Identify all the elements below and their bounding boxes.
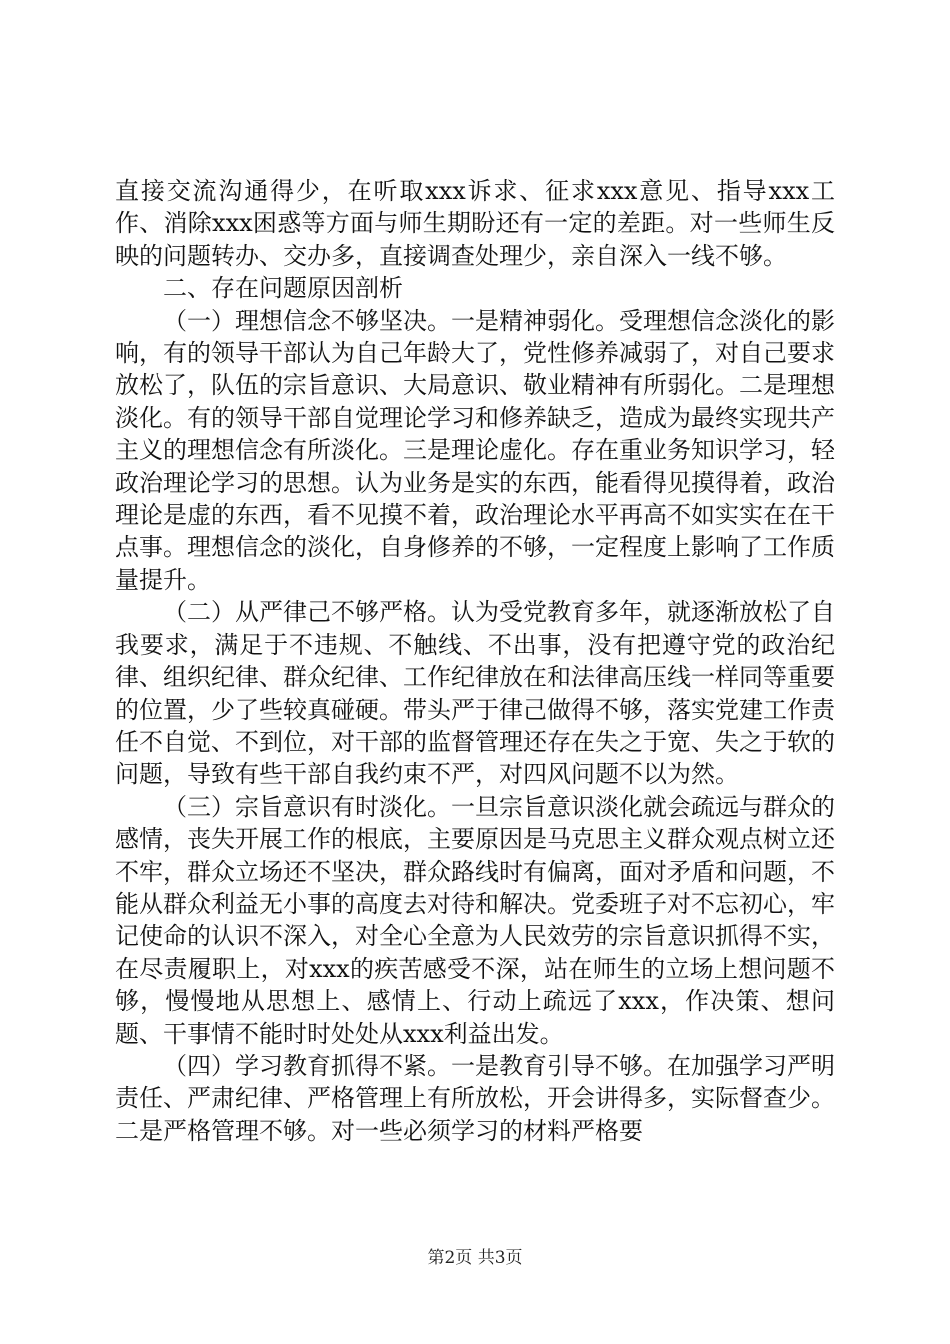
paragraph-continuation: 直接交流沟通得少，在听取xxx诉求、征求xxx意见、指导xxx工作、消除xxx困惑等方面与师生期盼还有一定的差距。对一些师生反映的问题转办、交办多，直接调查处理少，亲自深入一线不够。	[115, 177, 835, 270]
paragraph-purpose-awareness: （三）宗旨意识有时淡化。一旦宗旨意识淡化就会疏远与群众的感情，丧失开展工作的根底，主要原因是马克思主义群众观点树立还不牢，群众立场还不坚决，群众路线时有偏离，面对矛盾和问题，不能从群众利益无小事的高度去对待和解决。党委班子对不忘初心，牢记使命的认识不深入，对全心全意为人民效劳的宗旨意识抓得不实，在尽责履职上，对xxx的疾苦感受不深，站在师生的立场上想问题不够，慢慢地从思想上、感情上、行动上疏远了xxx，作决策、想问题、干事情不能时时处处从xxx利益出发。	[115, 792, 835, 1048]
paragraph-study-education: （四）学习教育抓得不紧。一是教育引导不够。在加强学习严明责任、严肃纪律、严格管理上有所放松，开会讲得多，实际督查少。二是严格管理不够。对一些必须学习的材料严格要	[115, 1051, 835, 1145]
paragraph-ideals-beliefs: （一）理想信念不够坚决。一是精神弱化。受理想信念淡化的影响，有的领导干部认为自己年龄大了，党性修养减弱了，对自己要求放松了，队伍的宗旨意识、大局意识、敬业精神有所弱化。二是理想淡化。有的领导干部自觉理论学习和修养缺乏，造成为最终实现共产主义的理想信念有所淡化。三是理论虚化。存在重业务知识学习，轻政治理论学习的思想。认为业务是实的东西，能看得见摸得着，政治理论是虚的东西，看不见摸不着，政治理论水平再高不如实实在在干点事。理想信念的淡化，自身修养的不够，一定程度上影响了工作质量提升。	[115, 306, 835, 594]
paragraph-self-discipline: （二）从严律己不够严格。认为受党教育多年，就逐渐放松了自我要求，满足于不违规、不触线、不出事，没有把遵守党的政治纪律、组织纪律、群众纪律、工作纪律放在和法律高压线一样同等重要的位置，少了些较真碰硬。带头严于律己做得不够，落实党建工作责任不自觉、不到位，对干部的监督管理还存在失之于宽、失之于软的问题，导致有些干部自我约束不严，对四风问题不以为然。	[115, 598, 835, 789]
document-body	[115, 175, 835, 1147]
page-number-footer: 第2页 共3页	[427, 1248, 523, 1268]
section-heading-cause-analysis: 二、存在问题原因剖析	[163, 274, 403, 303]
